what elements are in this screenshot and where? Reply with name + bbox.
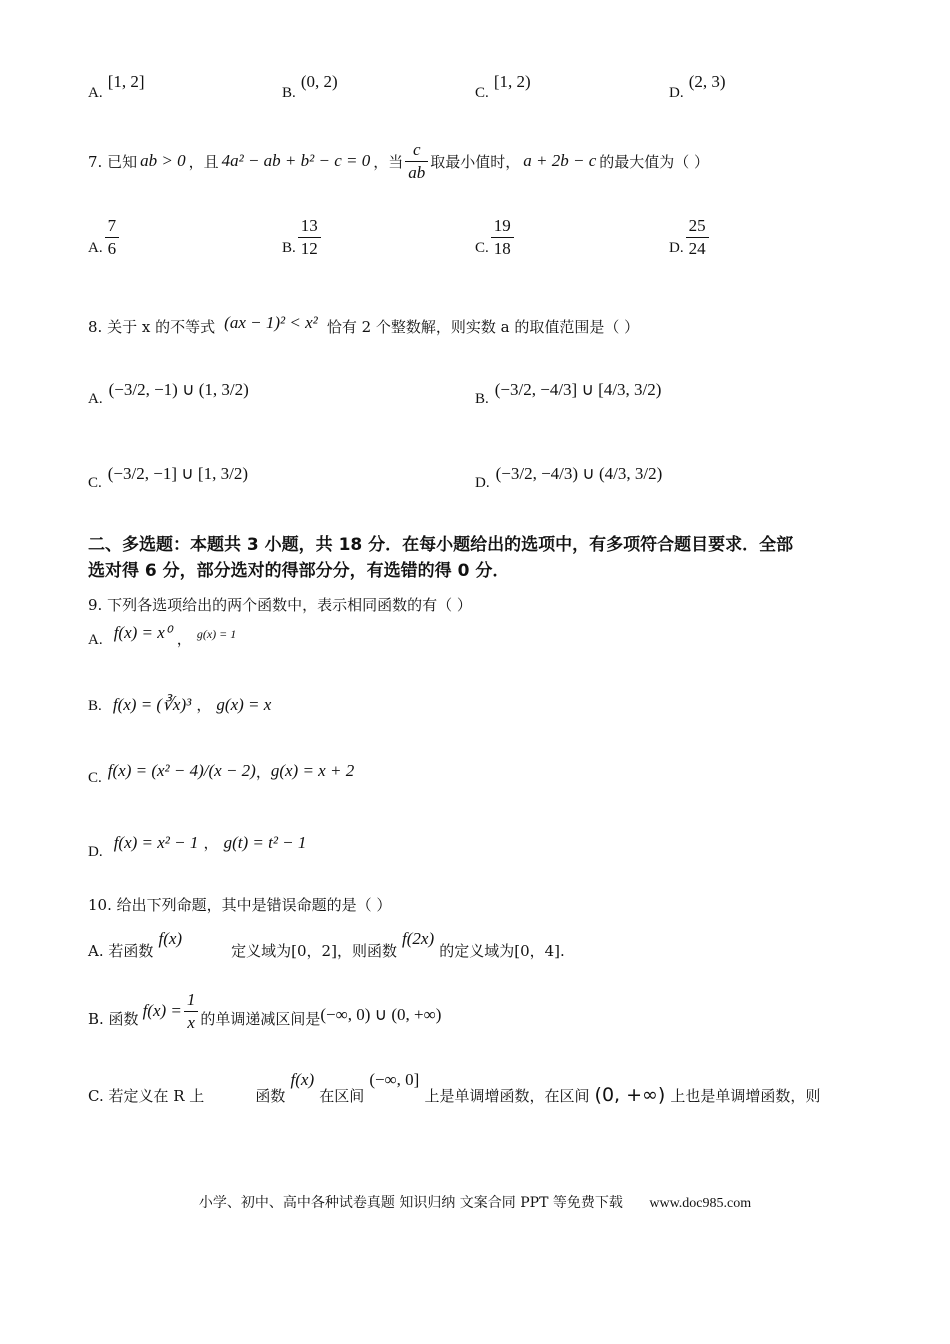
q8-stem: 8. 关于 x 的不等式 (ax − 1)² < x² 恰有 2 个整数解，则实数 a 的取值范围是（ ） [88, 313, 640, 336]
q9-option-d: D. f(x) = x² − 1 ， g(t) = t² − 1 [88, 833, 307, 860]
q8-options-row1 [88, 364, 860, 416]
q6-option-c: C. [1, 2) [475, 72, 531, 101]
q8-option-a: A. (−3/2, −1) ∪ (1, 3/2) [88, 380, 249, 407]
q6-option-d: D. (2, 3) [669, 72, 726, 101]
page-footer [0, 1192, 950, 1212]
q8-option-c: C. (−3/2, −1] ∪ [1, 3/2) [88, 464, 248, 491]
q6-options [88, 72, 860, 116]
q8-options-row2 [88, 448, 860, 500]
section-2-heading: 二、多选题：本题共 3 小题，共 18 分．在每小题给出的选项中，有多项符合题目要求．全部 选对得 6 分，部分选对的得部分分，有选错的得 0 分． [88, 535, 794, 581]
footer-text: 小学、初中、高中各种试卷真题 知识归纳 文案合同 PPT 等免费下载 [198, 1195, 623, 1211]
q10-option-c: C. 若定义在 R 上 函数 f(x) 在区间 (−∞, 0] 上是单调增函数，在区间 (0, +∞) 上也是单调增函数，则 [88, 1070, 821, 1106]
q10-option-a: A. 若函数 f(x) 定义域为[0，2]，则函数 f(2x) 的定义域为[0，4]. [88, 929, 565, 960]
q8-option-b: B. (−3/2, −4/3] ∪ [4/3, 3/2) [475, 380, 662, 407]
q7-stem: 7. 已知 ab > 0 ，且 4a² − ab + b² − c = 0 ，当 $\frac{c}{ab}$ 取最小值时， a + 2b − c 的最大值为（ ） [88, 139, 710, 182]
q9-option-b: B. f(x) = (∛x)³ ， g(x) = x [88, 695, 272, 714]
q8-option-d: D. (−3/2, −4/3) ∪ (4/3, 3/2) [475, 464, 663, 491]
q7-option-c: C. $\frac{19}{18}$ [475, 216, 516, 259]
q9-option-a: A. f(x) = x⁰ ， $^{g(x) = 1}$ [88, 623, 237, 648]
q7-option-d: D. $\frac{25}{24}$ [669, 216, 711, 259]
q7-fraction: $\frac{c}{ab}$ [405, 140, 428, 183]
q10-option-b: B. 函数 f(x) = $\frac{1}{x}$ 的单调递减区间是 (−∞, 0) ∪ (0, +∞) [88, 989, 442, 1032]
q6-option-b: B. (0, 2) [282, 72, 338, 101]
q10-stem: 10. 给出下列命题，其中是错误命题的是（ ） [88, 896, 392, 914]
q9-stem: 9. 下列各选项给出的两个函数中，表示相同函数的有（ ） [88, 596, 472, 614]
q7-options [88, 216, 860, 266]
q9-option-c: C. f(x) = (x² − 4)/(x − 2) ， g(x) = x + 2 [88, 761, 355, 786]
q6-option-a: A. [1, 2] [88, 72, 145, 101]
footer-url[interactable]: www.doc985.com [649, 1196, 752, 1211]
q7-option-b: B. $\frac{13}{12}$ [282, 216, 323, 259]
q7-option-a: A. $\frac{7}{6}$ [88, 216, 121, 259]
